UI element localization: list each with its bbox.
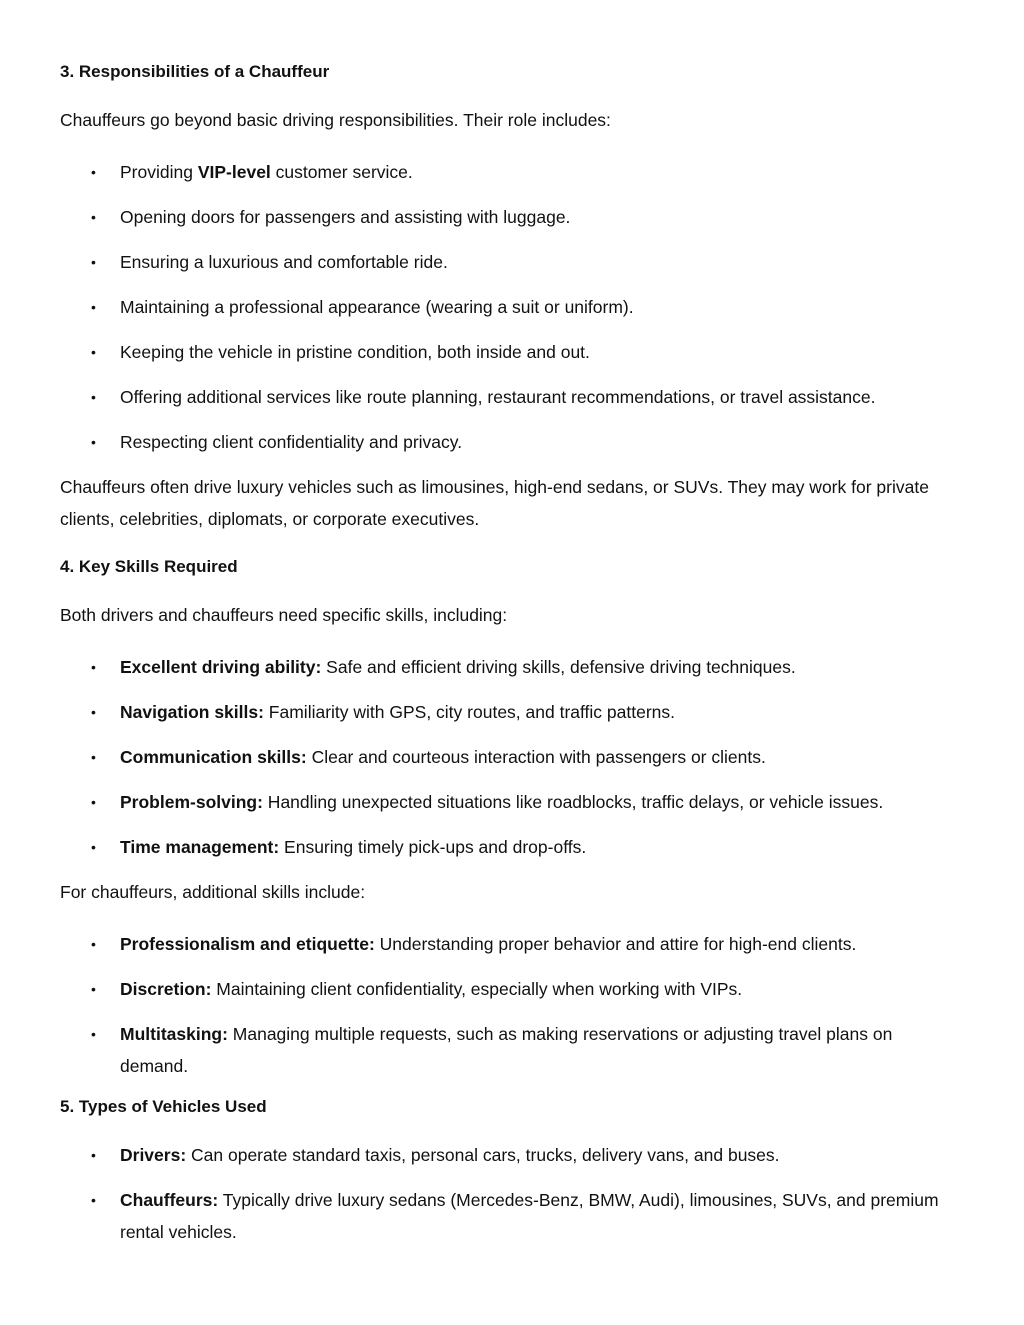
paragraph: For chauffeurs, additional skills include: [60,882,366,902]
bullet-icon: • [91,794,96,810]
bullet-icon: • [91,344,96,360]
list-item-text: Managing multiple requests, such as making reservations or adjusting travel plans on demand. [120,1024,893,1076]
list-item-text: Understanding proper behavior and attire for high-end clients. [374,934,857,954]
list-item [60,291,965,323]
bullet-icon: • [91,434,96,450]
list-item-bold-text: VIP-level [197,162,271,182]
bullet-icon: • [91,839,96,855]
section-heading: 4. Key Skills Required [60,557,238,576]
list-item-bold-text: Chauffeurs: [120,1190,219,1210]
list-item-text: Handling unexpected situations like roadblocks, traffic delays, or vehicle issues. [262,792,884,812]
bullet-list [60,156,965,458]
list-item-text: Respecting client confidentiality and privacy. [120,432,463,452]
list-item [60,928,965,960]
paragraph: Both drivers and chauffeurs need specific skills, including: [60,605,508,625]
list-item [60,1018,965,1082]
list-item-text: Ensuring timely pick-ups and drop-offs. [279,837,587,857]
bullet-icon: • [91,299,96,315]
bullet-icon: • [91,981,96,997]
bullet-icon: • [91,704,96,720]
list-item-text: Maintaining a professional appearance (wearing a suit or uniform). [120,297,634,317]
list-item-bold-text: Time management: [120,837,280,857]
list-item-text: Can operate standard taxis, personal cars, trucks, delivery vans, and buses. [186,1145,780,1165]
paragraph: Chauffeurs go beyond basic driving responsibilities. Their role includes: [60,110,611,130]
list-item [60,201,965,233]
bullet-list [60,928,965,1082]
bullet-icon: • [91,164,96,180]
list-item [60,786,965,818]
list-item-text: Maintaining client confidentiality, especially when working with VIPs. [211,979,743,999]
bullet-icon: • [91,209,96,225]
bullet-icon: • [91,389,96,405]
list-item [60,1139,965,1171]
list-item-text: Providing [120,162,198,182]
bullet-list [60,1139,965,1248]
list-item-bold-text: Discretion: [120,979,212,999]
bullet-icon: • [91,749,96,765]
list-item-bold-text: Professionalism and etiquette: [120,934,375,954]
list-item [60,651,965,683]
list-item [60,696,965,728]
list-item [60,381,965,413]
bullet-list [60,651,965,863]
list-item-text: Ensuring a luxurious and comfortable ride. [120,252,448,272]
section-heading: 5. Types of Vehicles Used [60,1097,267,1116]
list-item-bold-text: Multitasking: [120,1024,228,1044]
list-item-text: Clear and courteous interaction with passengers or clients. [306,747,766,767]
list-item [60,741,965,773]
list-item [60,1184,965,1248]
list-item-text: Typically drive luxury sedans (Mercedes-Benz, BMW, Audi), limousines, SUVs, and premium rental vehicles. [120,1190,939,1242]
list-item-bold-text: Communication skills: [120,747,307,767]
list-item-text: customer service. [270,162,413,182]
list-item-text: Keeping the vehicle in pristine condition, both inside and out. [120,342,590,362]
bullet-icon: • [91,1026,96,1042]
list-item-bold-text: Problem-solving: [120,792,263,812]
list-item [60,973,965,1005]
bullet-icon: • [91,659,96,675]
bullet-icon: • [91,936,96,952]
list-item-bold-text: Drivers: [120,1145,187,1165]
list-item [60,156,965,188]
bullet-icon: • [91,254,96,270]
list-item [60,336,965,368]
list-item-text: Opening doors for passengers and assisting with luggage. [120,207,571,227]
section-heading: 3. Responsibilities of a Chauffeur [60,62,330,81]
list-item [60,246,965,278]
list-item-bold-text: Navigation skills: [120,702,264,722]
list-item-text: Safe and efficient driving skills, defensive driving techniques. [321,657,796,677]
list-item [60,831,965,863]
list-item [60,426,965,458]
list-item-text: Familiarity with GPS, city routes, and traffic patterns. [263,702,676,722]
document-body [60,60,965,1261]
paragraph: Chauffeurs often drive luxury vehicles such as limousines, high-end sedans, or SUVs. They may work for private clients, celebrities, diplomats, or corporate executives. [60,477,929,529]
list-item-bold-text: Excellent driving ability: [120,657,322,677]
bullet-icon: • [91,1147,96,1163]
bullet-icon: • [91,1192,96,1208]
list-item-text: Offering additional services like route planning, restaurant recommendations, or travel assistance. [120,387,876,407]
